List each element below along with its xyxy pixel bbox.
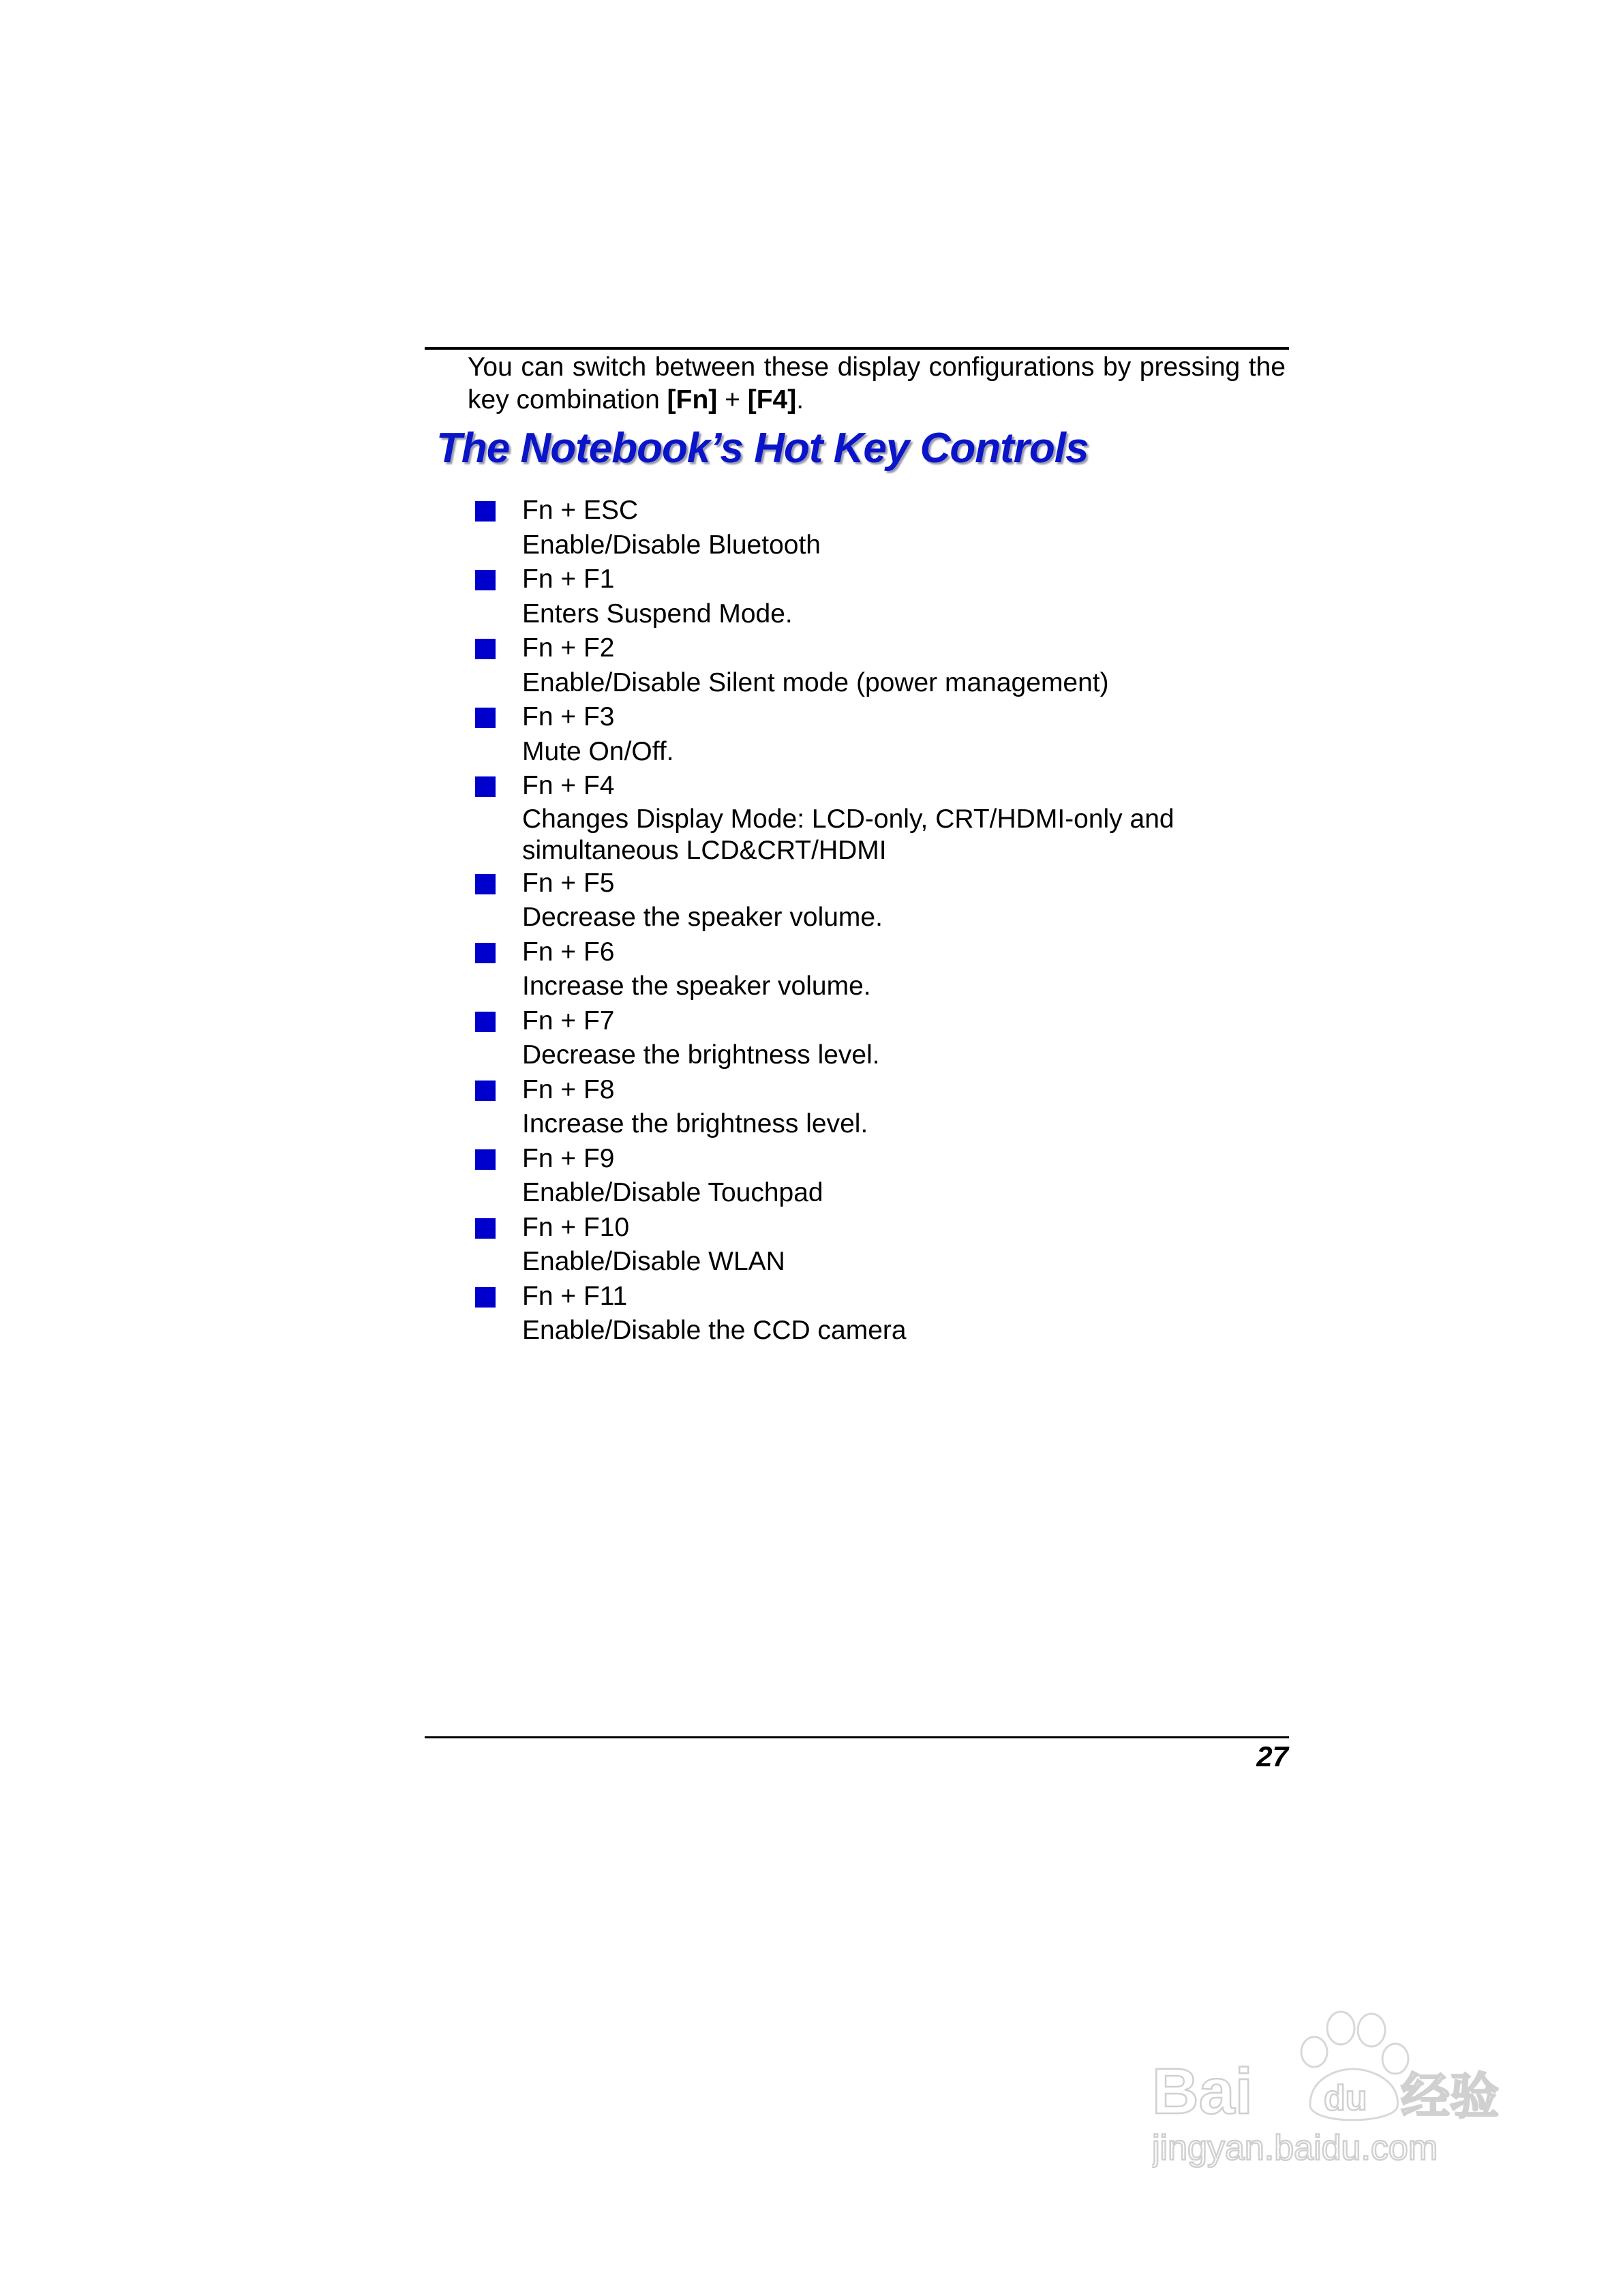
footer-rule — [425, 1736, 1289, 1738]
hotkey-description: Changes Display Mode: LCD-only, CRT/HDMI-only and simultaneous LCD&CRT/HDMI — [522, 804, 1174, 865]
hotkey-combo: Fn + F11 — [522, 1281, 628, 1311]
svg-text:经验: 经验 — [1401, 2070, 1500, 2124]
list-item — [475, 700, 1293, 769]
hotkey-combo: Fn + F7 — [522, 1006, 615, 1036]
list-item — [475, 769, 1293, 866]
hotkey-description: Enable/Disable Silent mode (power management) — [522, 667, 1109, 697]
intro-text: You can switch between these display configurations by pressing the key combination — [468, 352, 1286, 414]
hotkey-combo: Fn + F6 — [522, 937, 615, 967]
square-bullet-icon — [475, 639, 496, 659]
hotkey-description: Increase the brightness level. — [522, 1109, 868, 1138]
square-bullet-icon — [475, 776, 496, 797]
hotkey-description: Enters Suspend Mode. — [522, 599, 793, 629]
page-number: 27 — [1256, 1740, 1288, 1772]
list-item — [475, 1004, 1293, 1073]
hotkey-combo: Fn + F2 — [522, 633, 615, 663]
square-bullet-icon — [475, 1012, 496, 1032]
header-rule — [425, 347, 1289, 350]
hotkey-description: Mute On/Off. — [522, 736, 674, 766]
square-bullet-icon — [475, 1287, 496, 1308]
hotkey-description: Enable/Disable Touchpad — [522, 1178, 823, 1207]
svg-text:Bai: Bai — [1152, 2055, 1253, 2128]
list-item — [475, 866, 1293, 935]
svg-text:jingyan.baidu.com: jingyan.baidu.com — [1152, 2128, 1438, 2168]
hotkey-description: Enable/Disable WLAN — [522, 1247, 785, 1276]
list-item — [475, 1142, 1293, 1211]
hotkey-combo: Fn + F4 — [522, 771, 615, 800]
square-bullet-icon — [475, 501, 496, 522]
svg-text:du: du — [1324, 2079, 1367, 2118]
hotkey-combo: Fn + F3 — [522, 702, 615, 731]
list-item — [475, 1211, 1293, 1280]
square-bullet-icon — [475, 943, 496, 963]
list-item — [475, 562, 1293, 631]
hotkey-description: Decrease the brightness level. — [522, 1040, 880, 1070]
intro-period: . — [796, 385, 804, 414]
list-item — [475, 631, 1293, 700]
key-fn: [Fn] — [667, 385, 718, 414]
square-bullet-icon — [475, 874, 496, 894]
section-heading: The Notebook’s Hot Key Controls — [436, 425, 1089, 472]
list-item — [475, 935, 1293, 1004]
key-f4: [F4] — [747, 385, 797, 414]
hotkey-combo: Fn + F10 — [522, 1212, 630, 1242]
hotkey-description: Enable/Disable the CCD camera — [522, 1316, 907, 1345]
hotkey-combo: Fn + ESC — [522, 496, 639, 525]
square-bullet-icon — [475, 570, 496, 590]
intro-paragraph — [468, 351, 1286, 417]
square-bullet-icon — [475, 708, 496, 728]
hotkey-list — [475, 494, 1293, 1348]
square-bullet-icon — [475, 1081, 496, 1101]
hotkey-description: Increase the speaker volume. — [522, 971, 871, 1001]
baidu-watermark-logo — [1152, 2004, 1534, 2168]
hotkey-combo: Fn + F1 — [522, 564, 615, 594]
list-item — [475, 1073, 1293, 1142]
hotkey-combo: Fn + F8 — [522, 1074, 615, 1104]
hotkey-description: Decrease the speaker volume. — [522, 903, 883, 932]
square-bullet-icon — [475, 1149, 496, 1170]
hotkey-combo: Fn + F9 — [522, 1143, 615, 1173]
square-bullet-icon — [475, 1218, 496, 1239]
intro-joiner: + — [717, 385, 748, 414]
hotkey-combo: Fn + F5 — [522, 868, 615, 898]
list-item — [475, 494, 1293, 562]
list-item — [475, 1280, 1293, 1348]
hotkey-description: Enable/Disable Bluetooth — [522, 530, 821, 560]
